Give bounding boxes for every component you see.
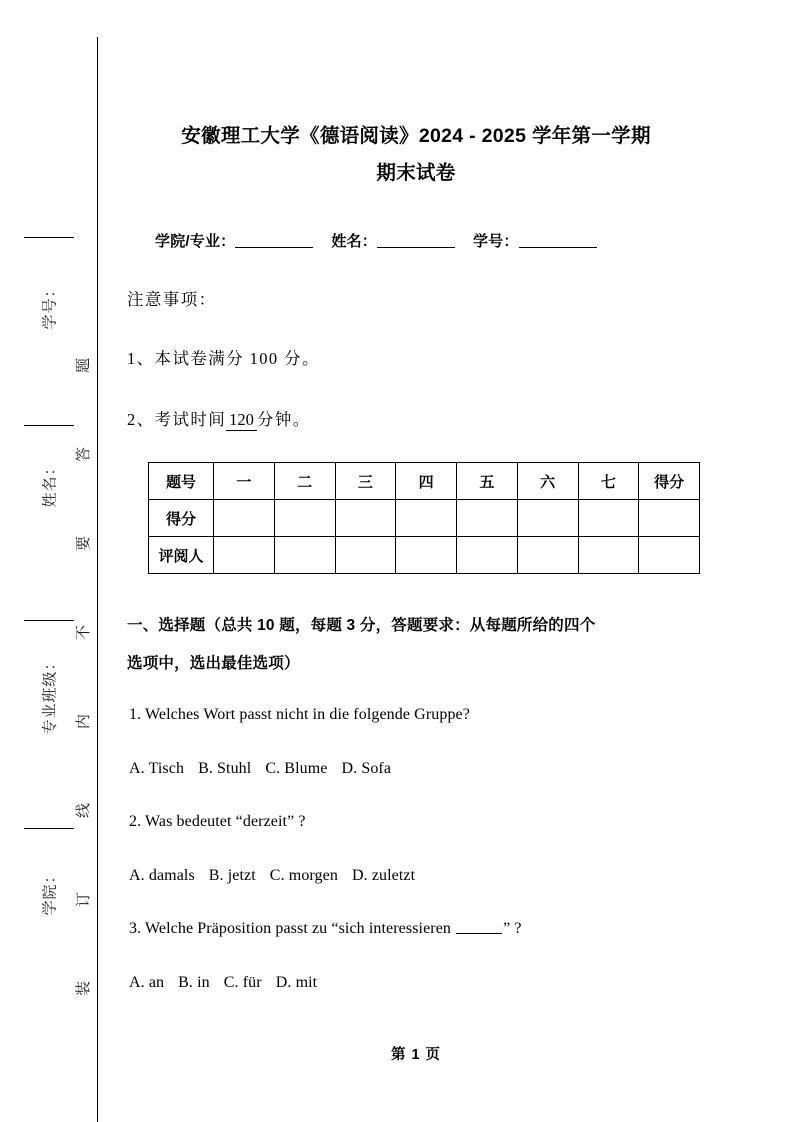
table-row — [149, 537, 700, 574]
notice-heading: 注意事项： — [127, 290, 217, 309]
question-3-option-a[interactable]: A. an — [129, 974, 165, 991]
score-cell[interactable] — [335, 500, 396, 537]
margin-separator — [24, 425, 74, 426]
notice-item-2-prefix: 2、考试时间 — [127, 410, 227, 429]
score-table-header-5: 五 — [457, 463, 518, 500]
reviewer-cell[interactable] — [274, 537, 335, 574]
question-2-option-a[interactable]: A. damals — [129, 867, 195, 884]
margin-label-class — [18, 638, 80, 750]
binding-glyph-7 — [72, 976, 96, 1000]
question-1-options — [129, 760, 391, 778]
exam-title-line-2: 期末试卷 — [376, 162, 456, 184]
score-cell[interactable] — [457, 500, 518, 537]
margin-label-text: 学院： — [41, 866, 59, 916]
question-1-stem: 1. Welches Wort passt nicht in die folgende Gruppe? — [129, 706, 470, 723]
score-cell[interactable] — [517, 500, 578, 537]
binding-glyph-text: 订 — [75, 891, 93, 907]
notice-item-2-suffix: 分钟。 — [256, 410, 311, 429]
score-cell[interactable] — [214, 500, 275, 537]
name-label: 姓名： — [331, 233, 377, 250]
question-1-option-b[interactable]: B. Stuhl — [198, 760, 252, 777]
score-cell[interactable] — [274, 500, 335, 537]
question-2-option-b[interactable]: B. jetzt — [208, 867, 256, 884]
score-cell[interactable] — [396, 500, 457, 537]
binding-glyph-1 — [72, 442, 96, 466]
margin-label-name — [18, 440, 80, 526]
reviewer-cell[interactable] — [639, 537, 700, 574]
exam-title-line-1: 安徽理工大学《德语阅读》2024 - 2025 学年第一学期 — [181, 125, 651, 147]
score-row-label: 得分 — [149, 500, 214, 537]
binding-glyph-text: 答 — [75, 446, 93, 462]
student-id-blank[interactable] — [519, 232, 597, 248]
question-3-stem-before-blank: 3. Welche Präposition passt zu “sich interessieren — [129, 920, 456, 937]
score-table — [148, 462, 700, 574]
question-2-option-c[interactable]: C. morgen — [269, 867, 338, 884]
binding-glyph-text: 线 — [75, 802, 93, 818]
margin-label-text: 学号： — [41, 280, 59, 330]
department-label: 学院/专业： — [155, 233, 236, 250]
reviewer-cell[interactable] — [578, 537, 639, 574]
question-1-option-c[interactable]: C. Blume — [265, 760, 328, 777]
question-1-option-d[interactable]: D. Sofa — [341, 760, 392, 777]
notice-item-1: 1、本试卷满分 100 分。 — [127, 349, 320, 368]
binding-vertical-rule — [97, 37, 98, 1122]
section-heading-line-1: 一、选择题（总共 10 题，每题 3 分，答题要求：从每题所给的四个 — [127, 617, 596, 634]
exam-duration-value: 120 — [226, 410, 257, 431]
binding-glyph-text: 不 — [75, 624, 93, 640]
binding-glyph-text: 要 — [75, 535, 93, 551]
reviewer-cell[interactable] — [396, 537, 457, 574]
margin-separator — [24, 237, 74, 238]
reviewer-cell[interactable] — [214, 537, 275, 574]
score-table-header-8: 得分 — [639, 463, 700, 500]
section-heading-line-2: 选项中，选出最佳选项） — [127, 655, 300, 672]
page-title — [127, 118, 705, 192]
question-3-stem-after-blank: ” ? — [503, 920, 522, 937]
score-table-header-7: 七 — [578, 463, 639, 500]
score-table-header-3: 三 — [335, 463, 396, 500]
score-cell[interactable] — [639, 500, 700, 537]
binding-glyph-2 — [72, 531, 96, 555]
question-3-stem — [129, 920, 522, 938]
question-3-option-c[interactable]: C. für — [223, 974, 262, 991]
binding-margin — [0, 0, 120, 1122]
section-heading — [127, 607, 705, 683]
question-2-options — [129, 867, 415, 885]
binding-glyph-3 — [72, 620, 96, 644]
binding-glyph-text: 题 — [75, 357, 93, 373]
score-table-header-6: 六 — [517, 463, 578, 500]
margin-label-text: 专业班级： — [41, 653, 59, 735]
margin-label-student-id — [18, 262, 80, 348]
name-blank[interactable] — [377, 232, 455, 248]
score-table-header-1: 一 — [214, 463, 275, 500]
reviewer-cell[interactable] — [517, 537, 578, 574]
margin-separator — [24, 620, 74, 621]
binding-glyph-4 — [72, 709, 96, 733]
notice-item-2 — [127, 406, 311, 431]
binding-glyph-0 — [72, 353, 96, 377]
question-3-option-b[interactable]: B. in — [178, 974, 210, 991]
question-3-option-d[interactable]: D. mit — [275, 974, 318, 991]
student-id-label: 学号： — [472, 233, 519, 250]
binding-glyph-text: 装 — [75, 980, 93, 996]
score-table-header-2: 二 — [274, 463, 335, 500]
question-1-option-a[interactable]: A. Tisch — [129, 760, 185, 777]
table-row-header — [149, 463, 700, 500]
margin-separator — [24, 828, 74, 829]
reviewer-cell[interactable] — [335, 537, 396, 574]
question-2-option-d[interactable]: D. zuletzt — [351, 867, 416, 884]
reviewer-row-label: 评阅人 — [149, 537, 214, 574]
page-number-footer: 第 1 页 — [390, 1047, 442, 1063]
department-blank[interactable] — [235, 232, 313, 248]
score-table-header-4: 四 — [396, 463, 457, 500]
binding-glyph-text: 内 — [75, 713, 93, 729]
question-3-options — [129, 974, 317, 992]
margin-label-department — [18, 848, 80, 934]
student-info-row — [155, 230, 715, 251]
binding-glyph-6 — [72, 887, 96, 911]
reviewer-cell[interactable] — [457, 537, 518, 574]
score-cell[interactable] — [578, 500, 639, 537]
score-table-header-0: 题号 — [149, 463, 214, 500]
question-3-fill-blank[interactable] — [456, 920, 502, 934]
margin-label-text: 姓名： — [41, 458, 59, 508]
binding-glyph-5 — [72, 798, 96, 822]
exam-paper-content — [127, 0, 727, 1122]
question-2-stem: 2. Was bedeutet “derzeit” ? — [129, 813, 306, 830]
table-row — [149, 500, 700, 537]
